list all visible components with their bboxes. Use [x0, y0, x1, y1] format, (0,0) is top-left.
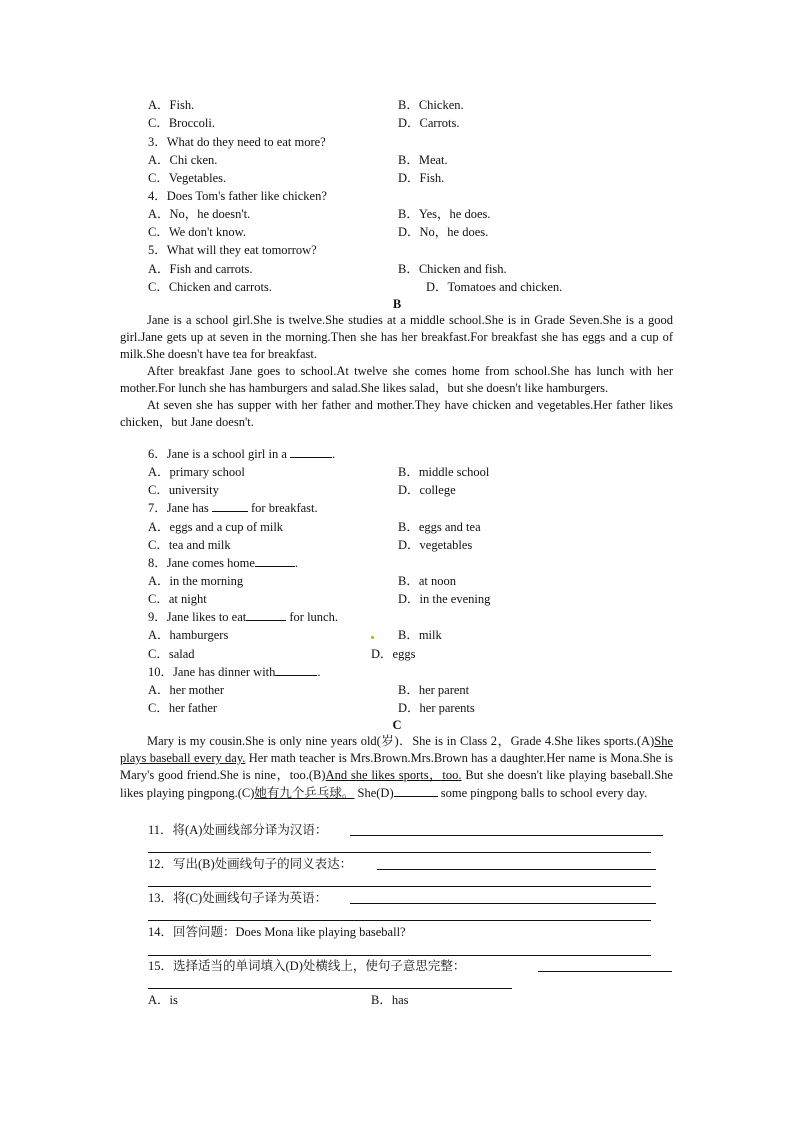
q3-option-a: A．Chi cken. [148, 153, 218, 167]
q7-stem [148, 499, 318, 517]
q9-option-c: C．salad [148, 647, 195, 661]
passage-c-text-1: Mary is my cousin.She is only nine years old(岁)．She is in Class 2，Grade 4.She likes sports.(A) [147, 734, 655, 748]
section-b-title: B [392, 297, 402, 311]
q8-answer-blank[interactable] [255, 554, 295, 567]
q6-option-a: A．primary school [148, 465, 245, 479]
q9-option-d: D．eggs [371, 647, 416, 661]
q2-option-d: D．Carrots. [398, 116, 460, 130]
q9-stem-end: for lunch. [286, 610, 338, 624]
q6-option-b: B．middle school [398, 465, 490, 479]
q9-option-b: B．milk [398, 628, 442, 642]
q4-option-b: B．Yes，he does. [398, 207, 491, 221]
q7-stem-end: for breakfast. [247, 501, 318, 515]
q6-stem-text: 6．Jane is a school girl in a [148, 447, 290, 461]
q5-option-a: A．Fish and carrots. [148, 262, 253, 276]
q10-answer-blank[interactable] [275, 663, 317, 676]
q15-option-a: A．is [148, 993, 178, 1007]
q5-option-d: D．Tomatoes and chicken. [426, 280, 563, 294]
q6-answer-blank[interactable] [290, 445, 332, 458]
q6-stem-end: . [332, 447, 336, 461]
q2-option-b: B．Chicken. [398, 98, 464, 112]
section-c-title: C [392, 718, 402, 732]
q9-stem [148, 608, 338, 626]
q7-option-c: C．tea and milk [148, 538, 231, 552]
q4-stem: 4．Does Tom's father like chicken? [148, 189, 327, 203]
underlined-sentence-b: And she likes sports，too. [325, 768, 462, 782]
blank-d[interactable] [394, 784, 438, 797]
q8-option-c: C．at night [148, 592, 207, 606]
q15-option-b: B．has [371, 993, 409, 1007]
q7-option-b: B．eggs and tea [398, 520, 481, 534]
q3-option-d: D．Fish. [398, 171, 445, 185]
q15-answer-line[interactable] [538, 971, 672, 972]
q7-stem-text: 7．Jane has [148, 501, 212, 515]
q6-stem [148, 445, 335, 463]
q4-option-a: A．No，he doesn't. [148, 207, 251, 221]
q10-stem [148, 663, 321, 681]
passage-c-text-4: She(D) [354, 786, 394, 800]
q8-stem-text: 8．Jane comes home [148, 556, 255, 570]
q10-option-b: B．her parent [398, 683, 470, 697]
passage-c-text-3: But she doesn't like playing baseball.She likes playing pingpong.(C) [120, 768, 673, 800]
q2-option-a: A．Fish. [148, 98, 195, 112]
passage-c-text-5: some pingpong balls to school every day. [437, 786, 648, 800]
q10-option-a: A．her mother [148, 683, 225, 697]
q5-option-c: C．Chicken and carrots. [148, 280, 272, 294]
section-c-passage [120, 733, 673, 802]
q11-answer-line[interactable] [350, 835, 663, 836]
q11-stem: 11．将(A)处画线部分译为汉语： [148, 823, 328, 837]
q15-answer-line-2[interactable] [148, 988, 512, 989]
q5-option-b: B．Chicken and fish. [398, 262, 507, 276]
q8-option-b: B．at noon [398, 574, 456, 588]
q7-answer-blank[interactable] [212, 499, 248, 512]
q10-stem-end: . [317, 665, 321, 679]
q14-stem: 14．回答问题：Does Mona like playing baseball? [148, 925, 406, 939]
passage-c-text-2: Her math teacher is Mrs.Brown.Mrs.Brown has a daughter.Her name is Mona.She is Mary's good friend.She is nine，too.(B) [120, 751, 673, 782]
stray-dot-mark [371, 636, 374, 639]
q9-answer-blank[interactable] [246, 608, 286, 621]
underlined-sentence-a: She plays baseball every day. [120, 734, 673, 765]
q7-option-d: D．vegetables [398, 538, 473, 552]
q11-answer-line-2[interactable] [148, 852, 651, 853]
q10-stem-text: 10．Jane has dinner with [148, 665, 276, 679]
q12-answer-line[interactable] [377, 869, 656, 870]
passage-c-paragraph [120, 733, 673, 802]
q8-option-a: A．in the morning [148, 574, 244, 588]
q5-stem: 5．What will they eat tomorrow? [148, 243, 317, 257]
q4-option-c: C．We don't know. [148, 225, 246, 239]
q8-option-d: D．in the evening [398, 592, 491, 606]
q10-option-c: C．her father [148, 701, 218, 715]
q8-stem [148, 554, 298, 572]
q13-answer-line-2[interactable] [148, 920, 651, 921]
q3-stem: 3．What do they need to eat more? [148, 135, 326, 149]
underlined-sentence-c: 她有九个乒乓球。 [254, 786, 355, 800]
q12-stem: 12．写出(B)处画线句子的同义表达： [148, 857, 353, 871]
q13-stem: 13．将(C)处画线句子译为英语： [148, 891, 328, 905]
q7-option-a: A．eggs and a cup of milk [148, 520, 284, 534]
q13-answer-line[interactable] [350, 903, 656, 904]
q8-stem-end: . [294, 556, 299, 570]
q9-stem-text: 9．Jane likes to eat [148, 610, 247, 624]
q2-option-c: C．Broccoli. [148, 116, 216, 130]
q4-option-d: D．No，he does. [398, 225, 489, 239]
q9-option-a: A．hamburgers [148, 628, 229, 642]
q6-option-c: C．university [148, 483, 219, 497]
q12-answer-line-2[interactable] [148, 886, 651, 887]
q6-option-d: D．college [398, 483, 456, 497]
q15-stem: 15．选择适当的单词填入(D)处横线上，使句子意思完整： [148, 959, 466, 973]
passage-b-paragraph-1: Jane is a school girl.She is twelve.She studies at a middle school.She is in Grade Seven.She is a good girl.Jane gets up at seven in the morning.Then she has her breakfast.For breakfast she has eggs and a cup of milk.She doesn't have tea for breakfast. [120, 313, 673, 361]
passage-b-paragraph-3: At seven she has supper with her father and mother.They have chicken and vegetables.Her father likes chicken，but Jane doesn't. [120, 398, 673, 429]
passage-b-paragraph-2: After breakfast Jane goes to school.At twelve she comes home from school.She has lunch with her mother.For lunch she has hamburgers and salad.She likes salad，but she doesn't like hamburgers. [120, 364, 673, 395]
q3-option-b: B．Meat. [398, 153, 448, 167]
section-b-passage [120, 312, 673, 431]
q3-option-c: C．Vegetables. [148, 171, 227, 185]
q14-answer-line[interactable] [148, 955, 651, 956]
q10-option-d: D．her parents [398, 701, 475, 715]
